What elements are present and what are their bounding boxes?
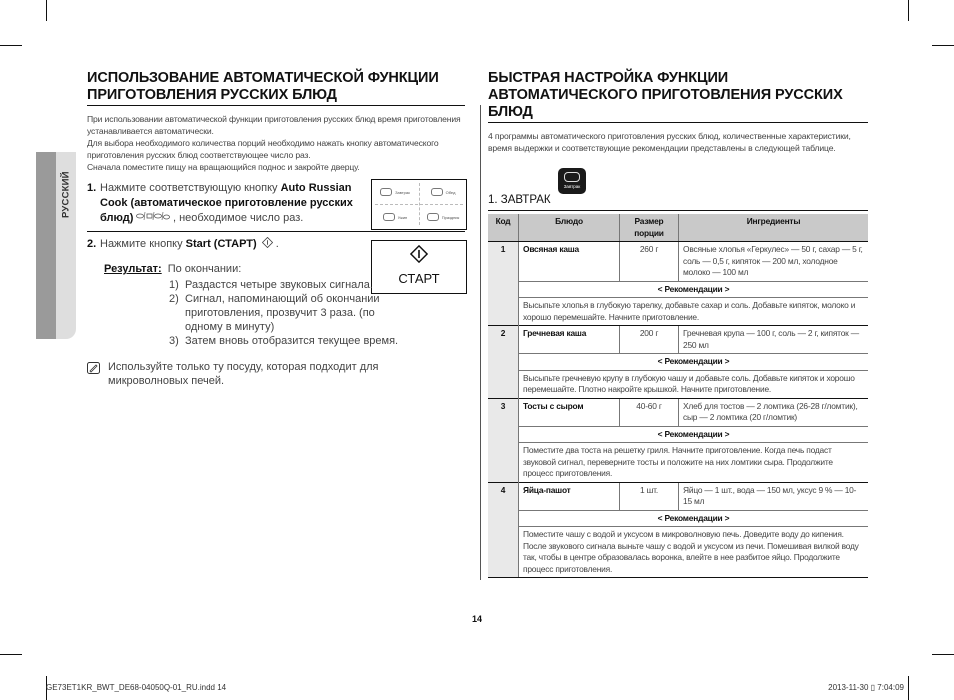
cell-size: 260 г <box>620 242 679 282</box>
breakfast-table <box>488 214 868 578</box>
cell-ingredients: Овсяные хлопья «Геркулес» — 50 г, сахар — 5 г, соль — 0,5 г, кипяток — 200 мл, холодное молоко — 100 мл <box>679 242 869 282</box>
intro-paragraph: Для выбора необходимого количества порций необходимо нажать кнопку автоматического приготовления русских блюд соответствующее число раз. <box>87 138 439 160</box>
right-section-title: БЫСТРАЯ НАСТРОЙКА ФУНКЦИИ АВТОМАТИЧЕСКОГО ПРИГОТОВЛЕНИЯ РУССКИХ БЛЮД <box>488 70 868 123</box>
breakfast-icon <box>380 188 392 196</box>
table-row <box>488 242 868 282</box>
step-text: , необходимое число раз. <box>172 212 304 224</box>
step-1 <box>87 181 367 226</box>
result-item: 2) Сигнал, напоминающий об окончании приготовления, прозвучит 3 раза. (по одному в минуту) <box>169 293 380 333</box>
language-tab-label: РУССКИЙ <box>60 171 72 218</box>
dinner-icon <box>383 213 395 221</box>
breakfast-section-header <box>488 180 868 211</box>
cell-code: 3 <box>488 398 519 482</box>
holiday-button <box>420 205 466 229</box>
result-item: 3) Затем вновь отобразится текущее время. <box>169 335 399 347</box>
breakfast-title: 1. ЗАВТРАК <box>488 194 551 206</box>
start-icon <box>410 245 428 263</box>
note <box>87 360 408 388</box>
cell-size: 40-60 г <box>620 398 679 426</box>
recommendations-header: < Рекомендации > <box>519 281 869 298</box>
auto-cook-icons <box>136 213 173 223</box>
recommendations-header: < Рекомендации > <box>519 354 869 371</box>
table-row <box>488 398 868 426</box>
table-row <box>488 326 868 354</box>
dinner-button <box>372 205 418 229</box>
breakfast-icon <box>564 172 580 182</box>
cell-code: 2 <box>488 326 519 399</box>
cell-size: 1 шт. <box>620 482 679 510</box>
button-label: Праздник <box>441 214 460 220</box>
intro-paragraph: Сначала поместите пищу на вращающийся поднос и закройте дверцу. <box>87 162 360 172</box>
button-label: Обед <box>445 189 456 195</box>
recommendations-header: < Рекомендации > <box>519 510 869 527</box>
crop-mark <box>0 654 22 655</box>
start-icon <box>262 237 273 248</box>
header-code: Код <box>488 214 519 242</box>
divider <box>87 231 465 232</box>
column-divider <box>480 105 481 580</box>
header-ingredients: Ингредиенты <box>679 214 869 242</box>
crop-mark <box>908 0 909 21</box>
recommendations-text: Поместите два тоста на решетку гриля. Начните приготовление. Когда печь подаст звуковой сигнал, переверните тосты и положите на них ломтики сыра. Продолжите процесс приготовления. <box>519 443 869 483</box>
language-tab-bar <box>36 152 56 339</box>
footer-timestamp: 2013-11-30 ▯ 7:04:09 <box>828 683 904 692</box>
note-text: Используйте только ту посуду, которая подходит для микроволновых печей. <box>108 361 379 387</box>
start-label: СТАРТ <box>398 271 440 286</box>
result-label: Результат: <box>104 263 162 275</box>
table-row <box>488 482 868 510</box>
right-intro: 4 программы автоматического приготовления русских блюд, количественные характеристики, время выдержки и соответствующие рекомендации представлены в следующей таблице. <box>488 131 851 153</box>
badge-label: Завтрак <box>563 184 581 189</box>
result-item: 1) Раздастся четыре звуковых сигнала. <box>169 279 373 291</box>
left-intro <box>87 113 465 173</box>
lunch-icon <box>431 188 443 196</box>
cell-dish: Гречневая каша <box>519 326 620 354</box>
auto-cook-panel <box>371 179 467 230</box>
step-text: . <box>272 238 279 250</box>
cell-dish: Яйца-пашот <box>519 482 620 510</box>
cell-dish: Овсяная каша <box>519 242 620 282</box>
recommendations-text: Высыпьте гречневую крупу в глубокую чашу и добавьте соль. Добавьте кипяток и хорошо перемешайте. Плотно накройте крышкой. Начните приготовление. <box>519 370 869 398</box>
right-column <box>488 70 868 578</box>
page-number: 14 <box>471 614 482 624</box>
step-text: Нажмите соответствующую кнопку <box>100 182 281 194</box>
header-dish: Блюдо <box>519 214 620 242</box>
button-label: Ужин <box>397 214 408 220</box>
crop-mark <box>46 0 47 21</box>
crop-mark <box>0 45 22 46</box>
breakfast-badge <box>558 168 586 194</box>
cell-dish: Тосты с сыром <box>519 398 620 426</box>
crop-mark <box>908 676 909 700</box>
recommendations-text: Высыпьте хлопья в глубокую тарелку, добавьте сахар и соль. Добавьте кипяток, молоко и хорошо перемешайте. Начните приготовление. <box>519 298 869 326</box>
header-size: Размер порции <box>620 214 679 242</box>
cell-ingredients: Гречневая крупа — 100 г, соль — 2 г, кипяток — 250 мл <box>679 326 869 354</box>
cell-code: 4 <box>488 482 519 578</box>
lunch-button <box>420 180 466 204</box>
cell-code: 1 <box>488 242 519 326</box>
intro-paragraph: При использовании автоматической функции приготовления русских блюд время приготовления устанавливается автоматически. <box>87 114 461 136</box>
left-section-title: ИСПОЛЬЗОВАНИЕ АВТОМАТИЧЕСКОЙ ФУНКЦИИ ПРИГОТОВЛЕНИЯ РУССКИХ БЛЮД <box>87 70 465 106</box>
footer-filename: GE73ET1KR_BWT_DE68-04050Q-01_RU.indd 14 <box>46 683 227 692</box>
step-number: 2. <box>87 238 97 250</box>
cell-size: 200 г <box>620 326 679 354</box>
step-number: 1. <box>87 182 97 194</box>
crop-mark <box>932 654 954 655</box>
table-header <box>488 214 868 242</box>
cell-ingredients: Хлеб для тостов — 2 ломтика (26-28 г/ломтик), сыр — 2 ломтика (20 г/ломтик) <box>679 398 869 426</box>
result-text: По окончании: <box>167 263 242 275</box>
step-bold-text: Start (СТАРТ) <box>185 238 257 250</box>
cell-ingredients: Яйцо — 1 шт., вода — 150 мл, уксус 9 % — 10-15 мл <box>679 482 869 510</box>
step-bold-text: Auto Russian Cook (автоматическое приготовление русских блюд) <box>100 182 353 224</box>
note-icon <box>87 362 100 374</box>
breakfast-button <box>372 180 418 204</box>
left-column <box>87 70 465 388</box>
crop-mark <box>932 45 954 46</box>
button-label: Завтрак <box>395 189 410 195</box>
recommendations-text: Поместите чашу с водой и уксусом в микроволновую печь. Доведите воду до кипения. После звукового сигнала выньте чашу с водой и уксусом из печи. Помешивая вилкой воду так, чтобы в центре образовалась воронка, влейте в нее разбитое яйцо. Продолжите процесс приготовления. <box>519 527 869 578</box>
recommendations-header: < Рекомендации > <box>519 426 869 443</box>
step-text: Нажмите кнопку <box>100 238 186 250</box>
holiday-icon <box>427 213 439 221</box>
